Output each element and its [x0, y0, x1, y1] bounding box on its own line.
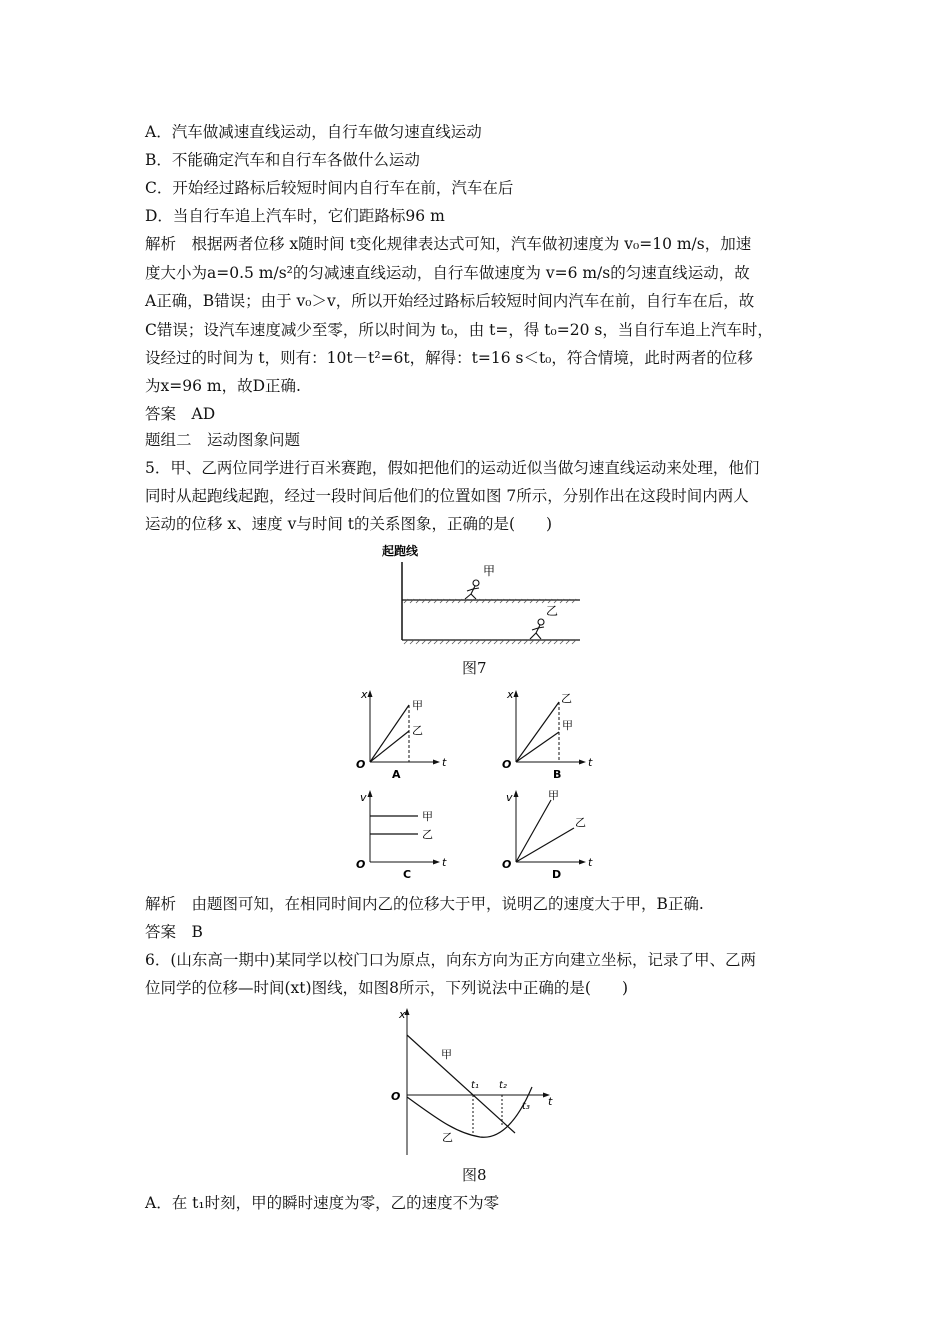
t1-label: t₁: [471, 1080, 479, 1091]
figure-caption: 图7: [462, 659, 487, 677]
analysis-line: C错误；设汽车速度减少至零，所以时间为 t₀，由 t=，得 t₀=20 s，当自行车追上汽车时，: [145, 321, 773, 339]
y-axis-label: x: [507, 688, 514, 701]
graph-letter: A: [392, 768, 401, 781]
runner-2-label: 乙: [546, 604, 559, 618]
x-axis-label: t: [442, 856, 447, 869]
line-label: 甲: [562, 719, 573, 732]
origin-label: O: [391, 1090, 401, 1103]
option-a: A．在 t₁时刻，甲的瞬时速度为零，乙的速度不为零: [145, 1194, 500, 1212]
t3-label: t₃: [522, 1101, 530, 1112]
origin-label: O: [356, 758, 366, 771]
t2-label: t₂: [499, 1080, 507, 1091]
graph-letter: C: [403, 868, 412, 880]
line-label: 甲: [422, 810, 433, 823]
option-d: D．当自行车追上汽车时，它们距路标96 m: [145, 207, 445, 225]
line-label: 乙: [442, 1131, 453, 1144]
runner-icon: [465, 580, 479, 599]
x-axis-label: t: [548, 1095, 553, 1108]
graph-b: [498, 688, 608, 782]
analysis-line: 度大小为a=0.5 m/s²的匀减速直线运动，自行车做速度为 v=6 m/s的匀速直线运动，故: [145, 264, 750, 282]
start-line-label: 起跑线: [382, 544, 419, 558]
origin-label: O: [356, 858, 366, 871]
answer: 答案 B: [145, 923, 203, 941]
x-axis-label: t: [588, 756, 593, 769]
graph-a: [352, 688, 462, 782]
graph-letter: D: [552, 868, 562, 880]
line-label: 乙: [561, 692, 572, 705]
question-stem: 位同学的位移—时间(xt)图线，如图8所示，下列说法中正确的是( ): [145, 979, 629, 997]
figure-8: [385, 1005, 560, 1160]
question-stem: 运动的位移 x、速度 v与时间 t的关系图象，正确的是( ): [145, 515, 553, 533]
analysis-line: 解析 根据两者位移 x随时间 t变化规律表达式可知，汽车做初速度为 v₀=10 m/s，加速: [145, 235, 752, 253]
line-label: 甲: [441, 1048, 452, 1061]
graph-c: [352, 786, 462, 880]
analysis-line: 设经过的时间为 t，则有：10t－t²=6t，解得：t=16 s＜t₀，符合情境，此时两者的位移: [145, 349, 753, 367]
line-label: 乙: [412, 724, 423, 737]
option-b: B．不能确定汽车和自行车各做什么运动: [145, 151, 420, 169]
option-c: C．开始经过路标后较短时间内自行车在前，汽车在后: [145, 179, 514, 197]
y-axis-label: x: [361, 688, 368, 701]
graph-d: [498, 786, 608, 880]
answer: 答案 AD: [145, 405, 216, 423]
question-stem: 同时从起跑线起跑，经过一段时间后他们的位置如图 7所示，分别作出在这段时间内两人: [145, 487, 749, 505]
figure-7: [380, 540, 580, 652]
question-stem: 6．(山东高一期中)某同学以校门口为原点，向东方向为正方向建立坐标，记录了甲、乙两: [145, 951, 756, 969]
analysis-line: 解析 由题图可知，在相同时间内乙的位移大于甲，说明乙的速度大于甲，B正确.: [145, 895, 704, 913]
option-a: A．汽车做减速直线运动，自行车做匀速直线运动: [145, 123, 482, 141]
runner-1-label: 甲: [483, 564, 496, 578]
y-axis-label: v: [360, 791, 367, 804]
runner-icon: [530, 619, 544, 639]
origin-label: O: [502, 858, 512, 871]
figure-caption: 图8: [462, 1166, 487, 1184]
line-label: 甲: [548, 789, 559, 802]
graph-letter: B: [553, 768, 562, 781]
analysis-line: 为x=96 m，故D正确.: [145, 377, 301, 395]
group-title: 题组二 运动图象问题: [145, 431, 301, 449]
y-axis-label: x: [399, 1008, 406, 1021]
y-axis-label: v: [506, 791, 513, 804]
line-label: 乙: [422, 828, 433, 841]
line-label: 乙: [575, 816, 586, 829]
x-axis-label: t: [442, 756, 447, 769]
analysis-line: A正确，B错误；由于 v₀＞v，所以开始经过路标后较短时间内汽车在前，自行车在后，故: [145, 292, 755, 310]
line-label: 甲: [412, 699, 423, 712]
question-stem: 5．甲、乙两位同学进行百米赛跑，假如把他们的运动近似当做匀速直线运动来处理，他们: [145, 459, 760, 477]
x-axis-label: t: [588, 856, 593, 869]
origin-label: O: [502, 758, 512, 771]
